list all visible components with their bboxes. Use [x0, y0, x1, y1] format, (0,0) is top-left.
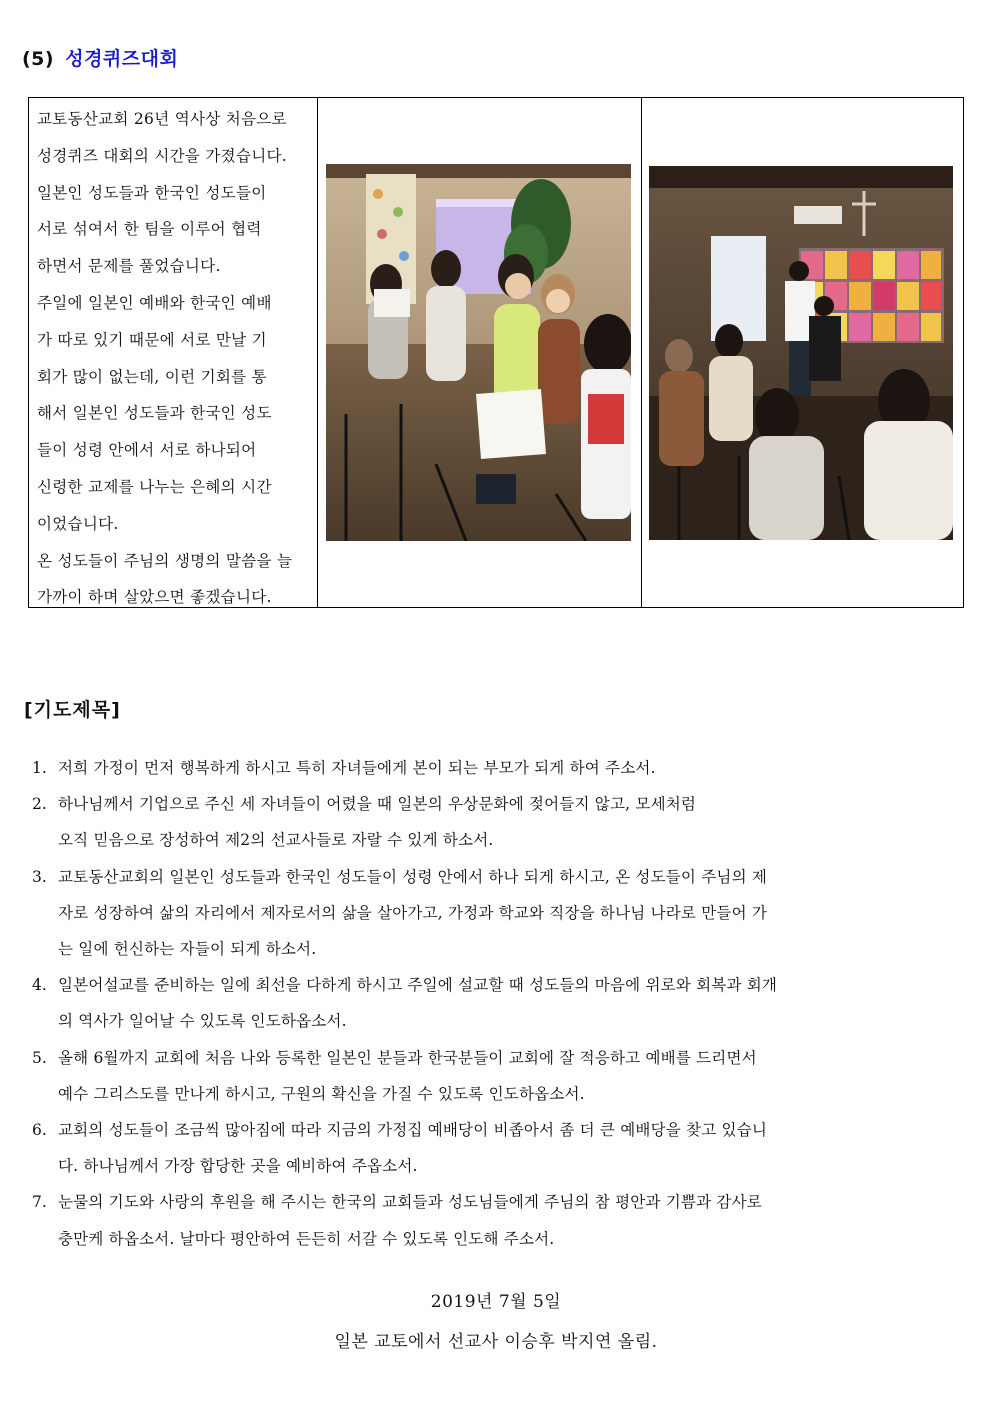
quiz-text-line: 하면서 문제를 풀었습니다. — [37, 257, 221, 276]
section-number: (5) — [22, 48, 55, 70]
quiz-report-table — [28, 97, 964, 608]
prayer-item-number: 6. — [32, 1121, 47, 1140]
prayer-item — [32, 967, 972, 1039]
prayer-item-text: 눈물의 기도와 사랑의 후원을 해 주시는 한국의 교회들과 성도님들에게 주님의 참 평안과 기쁨과 감사로 — [58, 1193, 762, 1212]
prayer-topics-heading: [기도제목] — [24, 699, 121, 721]
prayer-item-text: 일본어설교를 준비하는 일에 최선을 다하게 하시고 주일에 설교할 때 성도들의 마음에 위로와 회복과 회개 — [58, 976, 778, 995]
quiz-text-line: 해서 일본인 성도들과 한국인 성도 — [37, 404, 272, 423]
prayer-item-number: 3. — [32, 867, 47, 886]
prayer-item-text: 는 일에 헌신하는 자들이 되게 하소서. — [58, 940, 317, 959]
quiz-text-line: 주일에 일본인 예배와 한국인 예배 — [37, 293, 272, 312]
prayer-item-text: 올해 6월까지 교회에 처음 나와 등록한 일본인 분들과 한국분들이 교회에 잘 적응하고 예배를 드리면서 — [58, 1048, 757, 1067]
prayer-item-text: 하나님께서 기업으로 주신 세 자녀들이 어렸을 때 일본의 우상문화에 젖어들지 않고, 모세처럼 — [58, 795, 697, 814]
photo-cell-right — [642, 98, 963, 607]
quiz-text-line: 성경퀴즈 대회의 시간을 가졌습니다. — [37, 146, 288, 165]
prayer-topics-list — [32, 750, 972, 1257]
prayer-item-text: 자로 성장하여 삶의 자리에서 제자로서의 삶을 살아가고, 가정과 학교와 직장을 하나님 나라로 만들어 가 — [58, 903, 768, 922]
prayer-item-text: 교토동산교회의 일본인 성도들과 한국인 성도들이 성령 안에서 하나 되게 하시고, 온 성도들이 주님의 제 — [58, 867, 768, 886]
prayer-item — [32, 1040, 972, 1112]
closing-date: 2019년 7월 5일 — [430, 1292, 562, 1312]
prayer-item — [32, 859, 972, 968]
quiz-team-photo — [326, 164, 631, 541]
quiz-presentation-photo — [649, 166, 953, 540]
prayer-item-number: 1. — [32, 759, 47, 777]
quiz-text-line: 온 성도들이 주님의 생명의 말씀을 늘 — [37, 551, 293, 570]
prayer-item — [32, 1112, 972, 1184]
quiz-text-line: 일본인 성도들과 한국인 성도들이 — [37, 183, 267, 202]
prayer-item-number: 5. — [32, 1048, 47, 1067]
prayer-item-text: 교회의 성도들이 조금씩 많아짐에 따라 지금의 가정집 예배당이 비좁아서 좀 더 큰 예배당을 찾고 있습니 — [58, 1121, 768, 1140]
quiz-text-line: 이었습니다. — [37, 514, 119, 533]
prayer-item-text: 예수 그리스도를 만나게 하시고, 구원의 확신을 가질 수 있도록 인도하옵소서. — [58, 1084, 585, 1103]
prayer-item — [32, 786, 972, 858]
quiz-text-line: 가까이 하며 살았으면 좋겠습니다. — [37, 588, 272, 607]
prayer-item-text: 의 역사가 일어날 수 있도록 인도하옵소서. — [58, 1012, 347, 1031]
photo-cell-left — [318, 98, 642, 607]
section-heading — [22, 44, 178, 71]
prayer-item-text: 저희 가정이 먼저 행복하게 하시고 특히 자녀들에게 본이 되는 부모가 되게 하여 주소서. — [58, 759, 656, 777]
prayer-item-text: 충만케 하옵소서. 날마다 평안하여 든든히 서갈 수 있도록 인도해 주소서. — [58, 1229, 555, 1248]
closing-signature: 일본 교토에서 선교사 이승후 박지연 올림. — [334, 1332, 658, 1352]
quiz-text-line: 들이 성령 안에서 서로 하나되어 — [37, 441, 257, 460]
prayer-item — [32, 750, 972, 786]
prayer-item-number: 4. — [32, 976, 47, 995]
prayer-item — [32, 1184, 972, 1256]
quiz-text-line: 회가 많이 없는데, 이런 기회를 통 — [37, 367, 267, 386]
section-title: 성경퀴즈대회 — [65, 48, 179, 70]
prayer-item-text: 오직 믿음으로 장성하여 제2의 선교사들로 자랄 수 있게 하소서. — [58, 831, 494, 850]
quiz-text-line: 신령한 교제를 나누는 은혜의 시간 — [37, 477, 272, 496]
quiz-description-cell — [29, 98, 318, 607]
prayer-item-number: 7. — [32, 1193, 47, 1212]
quiz-text-line: 교토동산교회 26년 역사상 처음으로 — [37, 110, 287, 128]
prayer-item-number: 2. — [32, 795, 47, 814]
quiz-text-line: 서로 섞여서 한 팀을 이루어 협력 — [37, 220, 262, 239]
prayer-item-text: 다. 하나님께서 가장 합당한 곳을 예비하여 주옵소서. — [58, 1157, 418, 1176]
quiz-text-line: 가 따로 있기 때문에 서로 만날 기 — [37, 330, 267, 349]
